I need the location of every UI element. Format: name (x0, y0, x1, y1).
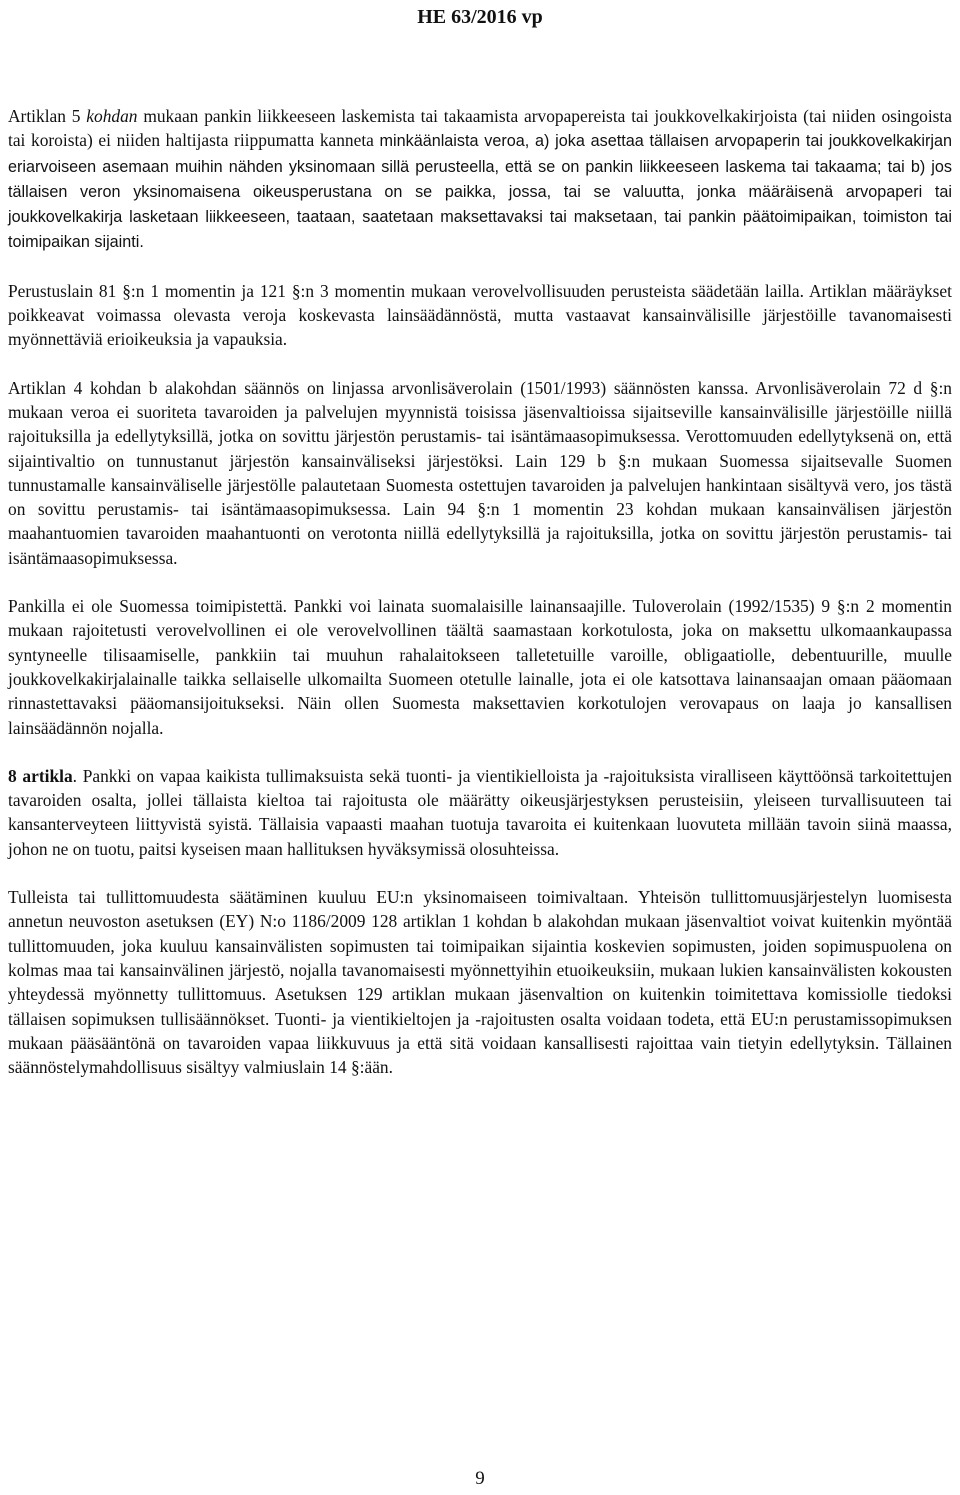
paragraph-article-8 (8, 764, 952, 861)
paragraph-article-5 (8, 104, 952, 255)
paragraph-constitution: Perustuslain 81 §:n 1 momentin ja 121 §:n 3 momentin mukaan verovelvollisuuden perusteista säädetään lailla. Artiklan määräykset poikkeavat voimassa olevasta veroja koskevasta lainsäädännöstä, mutta vastaavat kansainvälisille järjestöille tavanomaisesti myönnettäviä erioikeuksia ja vapauksia. (8, 280, 952, 350)
paragraph-text: mukaan pankin liikkeeseen laskemista tai takaamista arvopapereista tai joukkovelkakirjoista (tai niiden osingoista tai koroista) ei niiden haltijasta riippumatta kanneta (8, 106, 952, 151)
paragraph-text: . Pankki on vapaa kaikista tullimaksuista sekä tuonti- ja vientikielloista ja -rajoituksista viralliseen käyttöönsä tarkoitettujen tavaroiden osalta, jollei tällaista kieltoa tai rajoitusta ole määrätty oikeusjärjestyksen perusteisiin, yleiseen turvallisuuteen tai kansanterveyteen liittyvistä syistä. Tällaisia vapaasti maahan tuotuja tavaroita ei kuitenkaan luovuteta millään tavoin siinä maassa, johon ne on tuotu, paitsi kyseisen maan hallituksen hyväksymissä olosuhteissa. (8, 765, 952, 859)
document-header: HE 63/2016 vp (417, 6, 543, 28)
page-number: 9 (475, 1468, 485, 1489)
paragraph-customs: Tulleista tai tullittomuudesta säätäminen kuuluu EU:n yksinomaiseen toimivaltaan. Yhteisön tullittomuusjärjestelyn luomisesta annetun neuvoston asetuksen (EY) N:o 1186/2009 128 artiklan 1 kohdan b alakohdan mukaan jäsenvaltiot voivat kuitenkin myöntää tullittomuuden, joka kuuluu kansainvälisten sopimusten tai toimipaikan sijaintia koskevien sopimusten, joiden sopimuspuolena on kolmas maa tai kansainvälinen järjestö, nojalla tavanomaisesti myönnettyihin etuoikeuksiin, mukaan lukien kansainvälisten kokousten yhteydessä myönnetty tullittomuus. Asetuksen 129 artiklan mukaan jäsenvaltion on kuitenkin toimitettava komissiolle tiedoksi tällaisen sopimuksen tullisäännökset. Tuonti- ja vientikieltojen ja -rajoitusten osalta voidaan todeta, että EU:n perustamissopimuksen mukaan pääsääntönä on tavaroiden vapaa liikkuvuus ja että sitä voidaan kansallisesti rajoittaa vain tietyin edellytyksin. Tällainen säännöstelymahdollisuus sisältyy valmiuslain 14 §:ään. (8, 887, 952, 1078)
paragraph-text-sans: minkäänlaista veroa, a) joka asettaa tällaisen arvopaperin tai joukkovelkakirjan eriarvoiseen asemaan muihin nähden yksinomaan sillä perusteella, että se on pankin liikkeeseen laskema tai takaama; tai b) jos tällaisen veron yksinomaisena oikeusperustana on se paikka, jossa, tai se valuutta, jonka määräisenä arvopaperi tai joukkovelkakirja lasketaan liikkeeseen, taataan, saatetaan maksettavaksi tai maksetaan, tai pankin päätoimipaikan, toimiston tai toimipaikan sijainti. (8, 132, 952, 252)
paragraph-vat: Artiklan 4 kohdan b alakohdan säännös on linjassa arvonlisäverolain (1501/1993) säännösten kanssa. Arvonlisäverolain 72 d §:n mukaan veroa ei suoriteta tavaroiden ja palvelujen myynnistä toisissa jäsenvaltioissa sijaitseville kansainvälisille järjestöille niillä rajoituksilla ja edellytyksillä, jotka on sovittu järjestön perustamis- tai isäntämaasopimuksessa. Verottomuuden edellytyksenä on, että sijaintivaltio on tunnustanut järjestön kansainväliseksi järjestöksi. Lain 129 b §:n mukaan Suomessa sijaitsevalle Suomen tunnustamalle kansainväliselle järjestölle palautetaan Suomesta ostettujen tavaroiden ja palvelujen hankintaan sisältyvä vero, jos tästä on sovittu perustamis- tai isäntämaasopimuksessa. Lain 94 §:n 1 momentin 23 kohdan mukaan kansainvälisen järjestön maahantuomien tavaroiden maahantuonti on verotonta niillä edellytyksillä ja rajoituksilla, jotka on sovittu järjestön perustamis- tai isäntämaasopimuksessa. (8, 377, 952, 568)
article-heading: 8 artikla (8, 765, 73, 786)
paragraph-income-tax: Pankilla ei ole Suomessa toimipistettä. Pankki voi lainata suomalaisille lainansaajille. Tuloverolain (1992/1535) 9 §:n 2 momentin mukaan rajoitetusti verovelvollinen ei ole verovelvollinen täältä saamastaan korkotulosta, joka on maksettu ulkomaankaupassa syntyneelle tilisaamiselle, pankkiin tai muuhun rahalaitokseen talletetuille varoille, obligaatiolle, debentuurille, muulle joukkovelkakirjalainalle taikka sellaiselle ulkomailta Suomeen otetulle lainalle, jota ei ole katsottava lainansaajan omaan pääomaan rinnastettavaksi pääomansijoitukseksi. Näin ollen Suomesta maksettavien korkotulojen verovapaus on laaja jo kansallisen lainsäädännön nojalla. (8, 596, 952, 738)
italic-text: kohdan (86, 106, 138, 126)
document-body (8, 104, 952, 1103)
paragraph-text: Artiklan 5 (8, 106, 87, 126)
